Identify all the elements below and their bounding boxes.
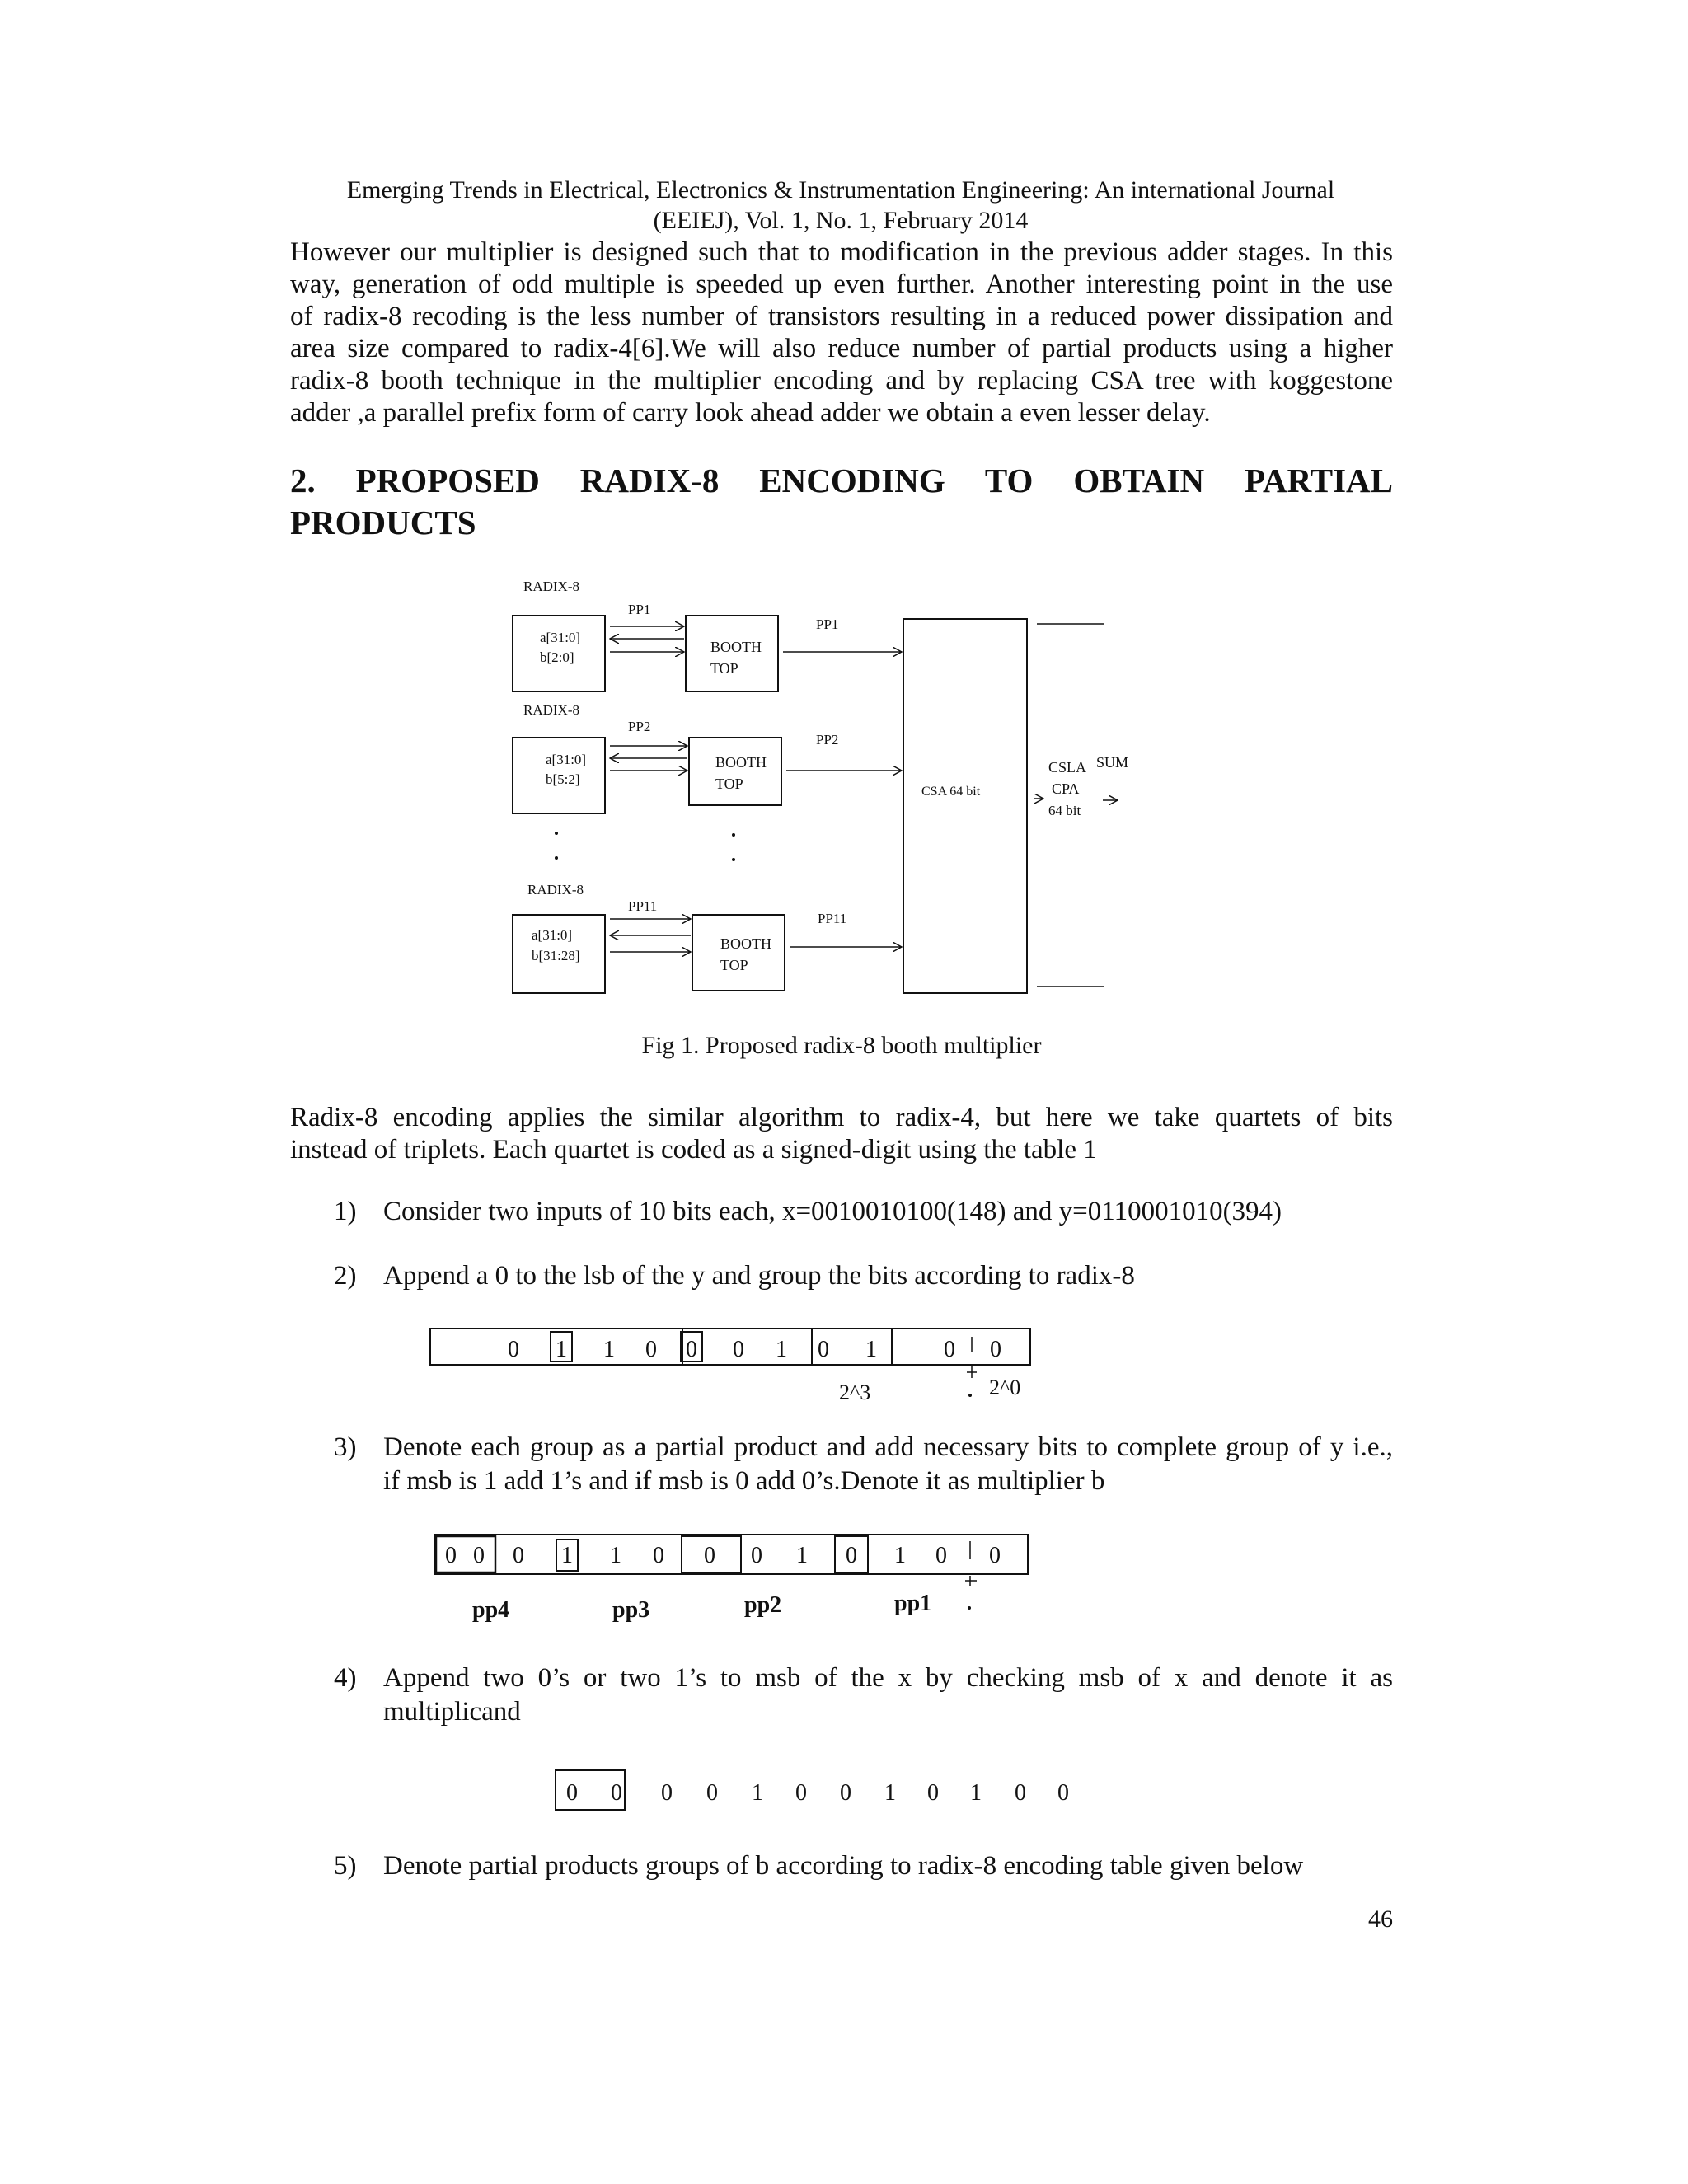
cla-label: 64 bit [1048, 803, 1081, 818]
step-number: 2) [334, 1261, 357, 1291]
radix-label: RADIX-8 [523, 579, 579, 594]
step-text: Consider two inputs of 10 bits each, x=0010010100(148) and y=0110001010(394) [383, 1197, 1282, 1226]
bit: 0 [840, 1780, 851, 1806]
booth-label: BOOTH [715, 754, 767, 771]
pp-in-label: PP11 [628, 898, 658, 914]
bit: 0 [445, 1543, 457, 1568]
radix-label: RADIX-8 [528, 882, 584, 898]
bit: 1 [603, 1337, 615, 1362]
heading-line: PRODUCTS [290, 504, 476, 541]
bit: 0 [733, 1337, 744, 1362]
step-number: 4) [334, 1663, 357, 1693]
booth-label: BOOTH [710, 639, 762, 655]
booth-label: TOP [715, 776, 743, 792]
operand-b: b[5:2] [546, 771, 580, 787]
bit: 0 [706, 1780, 718, 1806]
bit: 0 [473, 1543, 485, 1568]
bit: 0 [566, 1780, 578, 1806]
bit: 1 [796, 1543, 808, 1568]
cla-label: CSLA [1048, 759, 1087, 776]
figure-radix8-booth-multiplier [495, 573, 1154, 1010]
bit: 0 [1015, 1780, 1026, 1806]
pp-label: pp2 [744, 1592, 782, 1618]
bit: 0 [927, 1780, 939, 1806]
bit-row-step3 [433, 1531, 1059, 1630]
bits-step2 [508, 1337, 1001, 1362]
bit: 0 [944, 1337, 955, 1362]
bit: 1 [970, 1780, 982, 1806]
bit: 0 [686, 1337, 697, 1362]
bit: 0 [661, 1780, 673, 1806]
step-text: Denote each group as a partial product and add necessary bits to complete group of y i.e., [383, 1432, 1393, 1462]
step-text: multiplicand [383, 1697, 521, 1727]
pp-label: pp3 [612, 1597, 650, 1623]
pp-out-label: PP2 [816, 732, 839, 748]
bit: 1 [610, 1543, 621, 1568]
step-number: 5) [334, 1851, 357, 1881]
bit: 0 [795, 1780, 807, 1806]
text-line: adder ,a parallel prefix form of carry look ahead adder we obtain a even lesser delay. [290, 398, 1211, 428]
bit: 0 [645, 1337, 657, 1362]
operand-a: a[31:0] [546, 752, 587, 767]
text-line: However our multiplier is designed such that to modification in the previous adder stages. In this [290, 237, 1393, 267]
step-number: 3) [334, 1432, 357, 1462]
operand-a: a[31:0] [540, 630, 581, 645]
journal-title: Emerging Trends in Electrical, Electronics & Instrumentation Engineering: An international Journal [346, 176, 1335, 204]
step-text: Append a 0 to the lsb of the y and group the bits according to radix-8 [383, 1261, 1135, 1291]
pp-out-label: PP11 [818, 911, 847, 926]
intro-paragraph [290, 237, 1393, 429]
pp-in-label: PP2 [628, 719, 651, 734]
radix8-block-3 [513, 882, 902, 993]
bit: 0 [508, 1337, 519, 1362]
bit-row-step4 [554, 1767, 1081, 1825]
power-label: 2^3 [839, 1380, 871, 1404]
bit: 1 [556, 1337, 567, 1362]
bit: 1 [884, 1780, 896, 1806]
booth-label: TOP [720, 957, 748, 973]
bit: 0 [846, 1543, 857, 1568]
journal-volume: (EEIEJ), Vol. 1, No. 1, February 2014 [653, 207, 1029, 234]
operand-a: a[31:0] [532, 927, 573, 943]
text-line: instead of triplets. Each quartet is coded as a signed-digit using the table 1 [290, 1135, 1097, 1165]
bit: 0 [751, 1543, 762, 1568]
body-paragraph [290, 1102, 1393, 1166]
radix-label: RADIX-8 [523, 702, 579, 718]
pp-out-label: PP1 [816, 616, 839, 632]
booth-label: TOP [710, 660, 738, 677]
text-line: area size compared to radix-4[6].We will also reduce number of partial products using a higher [290, 334, 1393, 363]
bit: 0 [611, 1780, 622, 1806]
booth-box [689, 738, 781, 805]
heading-line: 2. PROPOSED RADIX-8 ENCODING TO OBTAIN PARTIAL [290, 462, 1393, 499]
step-text: Denote partial products groups of b according to radix-8 encoding table given below [383, 1851, 1304, 1881]
bit-row-step2 [429, 1325, 1055, 1408]
text-line: way, generation of odd multiple is speeded up even further. Another interesting point in the use [290, 269, 1393, 299]
pp-label: pp4 [472, 1597, 510, 1623]
operand-b: b[2:0] [540, 649, 574, 665]
radix8-block-1 [513, 579, 902, 691]
bit: 1 [752, 1780, 763, 1806]
bit: 0 [935, 1543, 947, 1568]
operand-b: b[31:28] [532, 948, 580, 963]
section-heading [290, 460, 1393, 544]
text-line: radix-8 booth technique in the multiplier encoding and by replacing CSA tree with koggestone [290, 366, 1393, 396]
bit: 0 [818, 1337, 829, 1362]
bit: 0 [1057, 1780, 1069, 1806]
bit: 1 [561, 1543, 573, 1568]
figure-caption: Fig 1. Proposed radix-8 booth multiplier [641, 1032, 1042, 1059]
csa-label: CSA 64 bit [921, 785, 981, 799]
bit: 0 [990, 1337, 1001, 1362]
pp-in-label: PP1 [628, 602, 651, 617]
journal-header [288, 175, 1393, 236]
bits-step3 [445, 1543, 1001, 1568]
bits-step4 [566, 1780, 1069, 1806]
text-line: Radix-8 encoding applies the similar algorithm to radix-4, but here we take quartets of bits [290, 1103, 1393, 1132]
bit: 1 [776, 1337, 787, 1362]
bit: 1 [865, 1337, 877, 1362]
bit: 0 [653, 1543, 664, 1568]
text-line: of radix-8 recoding is the less number of transistors resulting in a reduced power dissipation and [290, 302, 1393, 331]
bit: 0 [704, 1543, 715, 1568]
radix8-block-2 [513, 702, 902, 813]
step-text: if msb is 1 add 1’s and if msb is 0 add 0’s.Denote it as multiplier b [383, 1466, 1105, 1496]
bit: 0 [989, 1543, 1001, 1568]
power-label: 2^0 [989, 1376, 1021, 1399]
csa-box [903, 619, 1027, 993]
step-number: 1) [334, 1197, 357, 1226]
booth-label: BOOTH [720, 935, 771, 952]
step-text: Append two 0’s or two 1’s to msb of the x by checking msb of x and denote it as [383, 1663, 1393, 1693]
sum-label: SUM [1096, 754, 1129, 771]
ellipsis-dots [555, 832, 735, 861]
page-number: 46 [1368, 1905, 1393, 1933]
pp-label: pp1 [894, 1591, 932, 1616]
booth-box [692, 915, 785, 991]
cla-label: CPA [1052, 780, 1080, 797]
bit: 1 [894, 1543, 906, 1568]
bit: 0 [513, 1543, 524, 1568]
